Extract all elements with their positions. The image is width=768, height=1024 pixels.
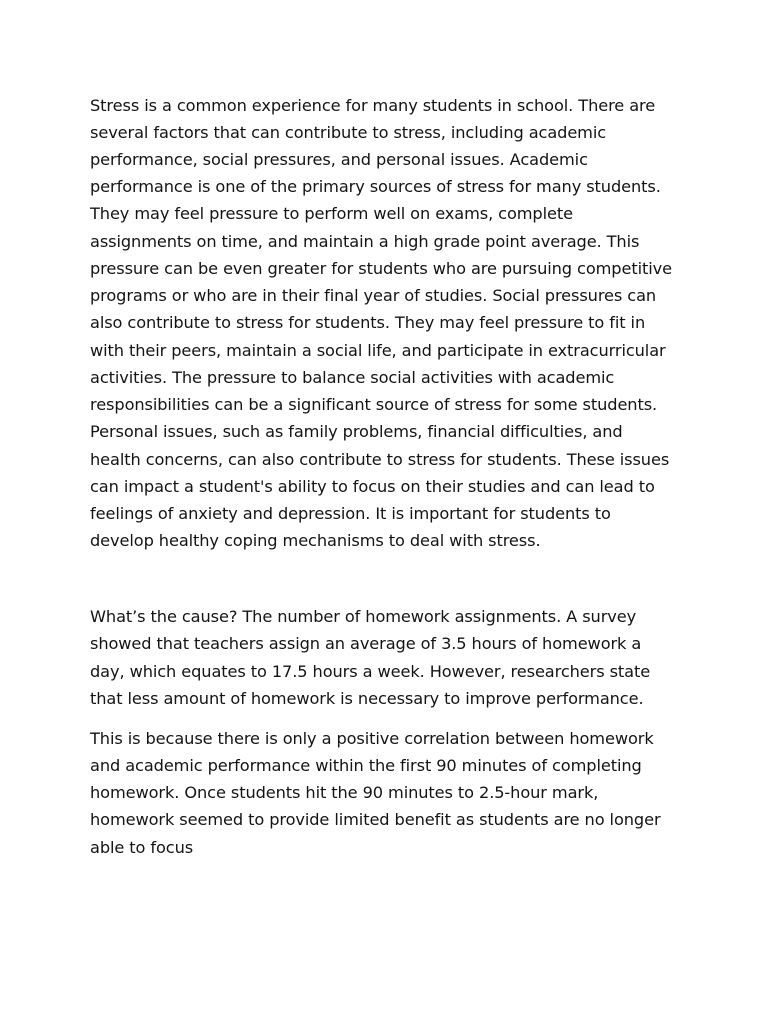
paragraph-line: homework seemed to provide limited benefit as students are no longer bbox=[90, 810, 661, 829]
paragraph-line: Stress is a common experience for many students in school. There are bbox=[90, 96, 656, 115]
paragraph-line: homework. Once students hit the 90 minutes to 2.5-hour mark, bbox=[90, 783, 599, 802]
paragraph-line: assignments on time, and maintain a high grade point average. This bbox=[90, 232, 640, 251]
paragraph-line: develop healthy coping mechanisms to deal with stress. bbox=[90, 531, 541, 550]
paragraph-line: performance, social pressures, and personal issues. Academic bbox=[90, 150, 588, 169]
paragraph-line: several factors that can contribute to stress, including academic bbox=[90, 123, 607, 142]
paragraph-line: showed that teachers assign an average of 3.5 hours of homework a bbox=[90, 634, 642, 653]
paragraph-line: Personal issues, such as family problems, financial difficulties, and bbox=[90, 422, 623, 441]
paragraph-line: that less amount of homework is necessary to improve performance. bbox=[90, 689, 644, 708]
paragraph-line: This is because there is only a positive correlation between homework bbox=[90, 729, 654, 748]
paragraph-line: feelings of anxiety and depression. It is important for students to bbox=[90, 504, 611, 523]
paragraph-line: performance is one of the primary sources of stress for many students. bbox=[90, 177, 661, 196]
paragraph-line: with their peers, maintain a social life, and participate in extracurricular bbox=[90, 341, 666, 360]
paragraph-line: and academic performance within the first 90 minutes of completing bbox=[90, 756, 642, 775]
paragraph-line: can impact a student's ability to focus on their studies and can lead to bbox=[90, 477, 655, 496]
paragraph-line: health concerns, can also contribute to stress for students. These issues bbox=[90, 450, 670, 469]
paragraph-line: programs or who are in their final year of studies. Social pressures can bbox=[90, 286, 657, 305]
paragraph-line: activities. The pressure to balance social activities with academic bbox=[90, 368, 615, 387]
paragraph-line: able to focus bbox=[90, 838, 194, 857]
paragraph-line: They may feel pressure to perform well on exams, complete bbox=[90, 204, 573, 223]
paragraph-line: responsibilities can be a significant source of stress for some students. bbox=[90, 395, 658, 414]
paragraph-line: What’s the cause? The number of homework assignments. A survey bbox=[90, 607, 637, 626]
paragraph-line: pressure can be even greater for students who are pursuing competitive bbox=[90, 259, 672, 278]
paragraph-line: day, which equates to 17.5 hours a week. However, researchers state bbox=[90, 662, 651, 681]
paragraph-line: also contribute to stress for students. They may feel pressure to fit in bbox=[90, 313, 646, 332]
